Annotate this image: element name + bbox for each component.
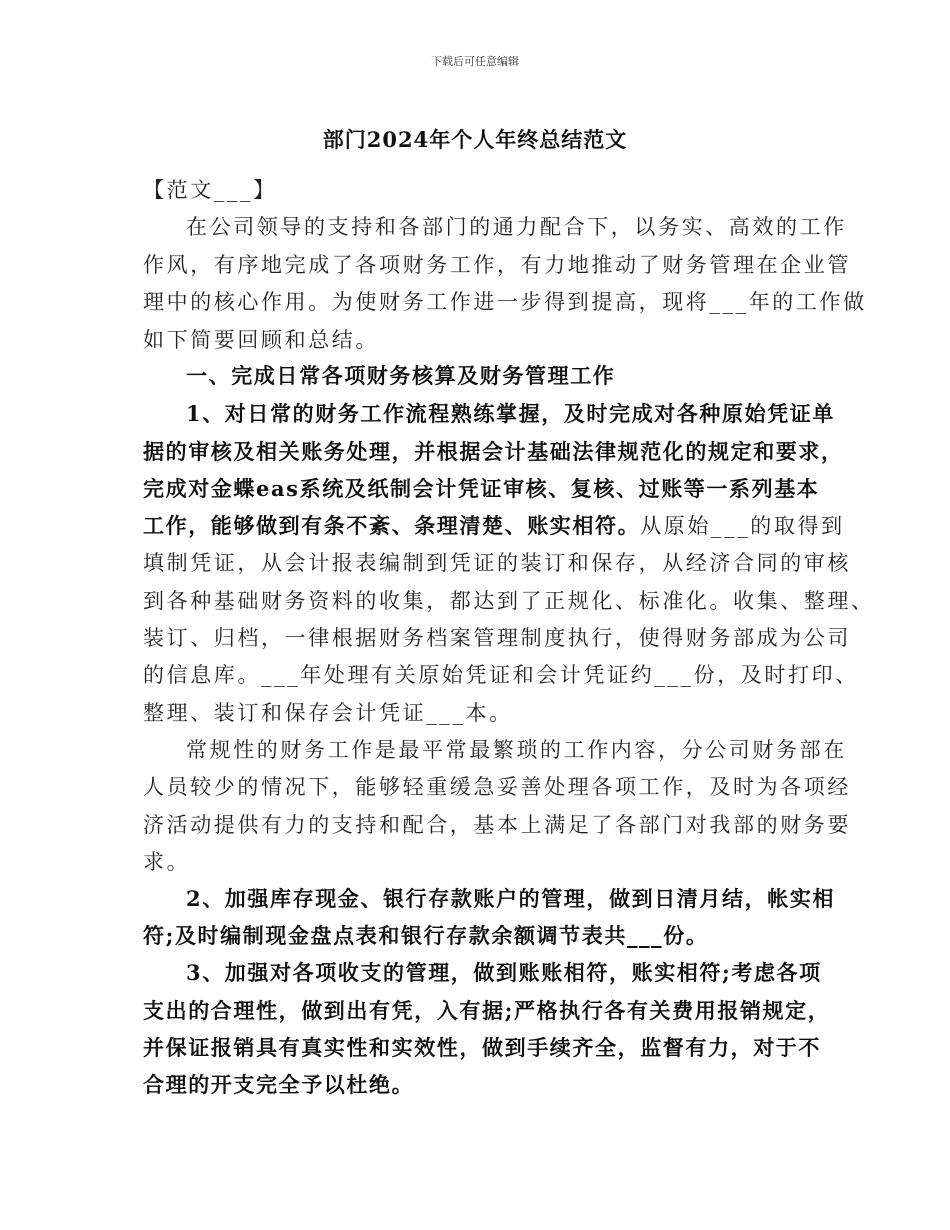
text-line	[186, 734, 847, 764]
bold-text: 一、完成日常各项财务核算及财务管理工作	[186, 363, 616, 388]
bold-text: 据的审核及相关账务处理，并根据会计基础法律规范化的规定和要求，	[143, 439, 844, 464]
text-line	[143, 659, 859, 689]
text-line	[186, 211, 847, 241]
text-line	[186, 883, 835, 913]
text-line	[143, 324, 379, 354]
text-line	[143, 249, 851, 279]
text-segment: 在公司领导的支持和各部门的通力配合下，以务实、高效的工作	[186, 215, 847, 239]
bold-text: 工作，能够做到有条不紊、条理清楚、账实相符。	[143, 513, 641, 538]
text-line	[143, 585, 875, 615]
text-line	[143, 510, 845, 540]
text-line	[143, 547, 851, 577]
bold-text: 完成对金蝶eas系统及纸制会计凭证审核、复核、过账等一系列基本	[143, 476, 820, 501]
text-segment: 到各种基础财务资料的收集，都达到了正规化、标准化。收集、整理、	[143, 589, 875, 613]
text-line	[143, 473, 819, 503]
page-title: 部门2024年个人年终总结范文	[322, 127, 628, 152]
text-line	[143, 995, 830, 1025]
text-line	[143, 1069, 414, 1099]
bold-text: 1、对日常的财务工作流程熟练掌握，及时完成对各种原始凭证单	[186, 401, 836, 426]
text-line	[143, 846, 190, 876]
bold-text: 3、加强对各项收支的管理，做到账账相符，账实相符;考虑各项	[186, 960, 822, 985]
text-segment: 【范文___】	[143, 178, 277, 202]
text-line	[143, 286, 867, 316]
text-segment: 常规性的财务工作是最平常最繁琐的工作内容，分公司财务部在	[186, 738, 847, 762]
bold-text: 2、加强库存现金、银行存款账户的管理，做到日清月结，帐实相	[186, 886, 836, 911]
text-segment: 装订、归档，一律根据财务档案管理制度执行，使得财务部成为公司	[143, 626, 851, 650]
bold-text: 支出的合理性，做到出有凭，入有据;严格执行各有关费用报销规定，	[143, 998, 831, 1023]
text-line	[143, 920, 708, 950]
text-line	[143, 436, 844, 466]
text-line	[143, 622, 851, 652]
text-segment: 人员较少的情况下，能够轻重缓急妥善处理各项工作，及时为各项经	[143, 775, 851, 799]
text-segment: 作风，有序地完成了各项财务工作，有力地推动了财务管理在企业管	[143, 253, 851, 277]
text-segment: 填制凭证，从会计报表编制到凭证的装订和保存，从经济合同的审核	[143, 551, 851, 575]
text-line	[143, 809, 851, 839]
header-note: 下载后可任意编辑	[431, 55, 519, 68]
text-segment: 整理、装订和保存会计凭证___本。	[143, 701, 513, 725]
text-segment: 济活动提供有力的支持和配合，基本上满足了各部门对我部的财务要	[143, 813, 851, 837]
bold-text: 符;及时编制现金盘点表和银行存款余额调节表共___份。	[143, 923, 709, 948]
text-line	[186, 398, 835, 428]
text-segment: 理中的核心作用。为使财务工作进一步得到提高，现将___年的工作做	[143, 290, 867, 314]
text-segment: 求。	[143, 850, 191, 874]
text-line	[186, 957, 822, 987]
text-line	[143, 771, 851, 801]
text-line	[143, 174, 277, 204]
text-segment: 从原始___的取得到	[640, 514, 845, 538]
bold-text: 并保证报销具有真实性和实效性，做到手续齐全，监督有力，对于不	[143, 1035, 821, 1060]
bold-text: 合理的开支完全予以杜绝。	[143, 1072, 415, 1097]
text-segment: 如下简要回顾和总结。	[143, 328, 379, 352]
text-segment: 的信息库。___年处理有关原始凭证和会计凭证约___份，及时打印、	[143, 663, 859, 687]
text-line	[186, 360, 615, 390]
text-line	[143, 697, 513, 727]
text-line	[143, 1032, 821, 1062]
